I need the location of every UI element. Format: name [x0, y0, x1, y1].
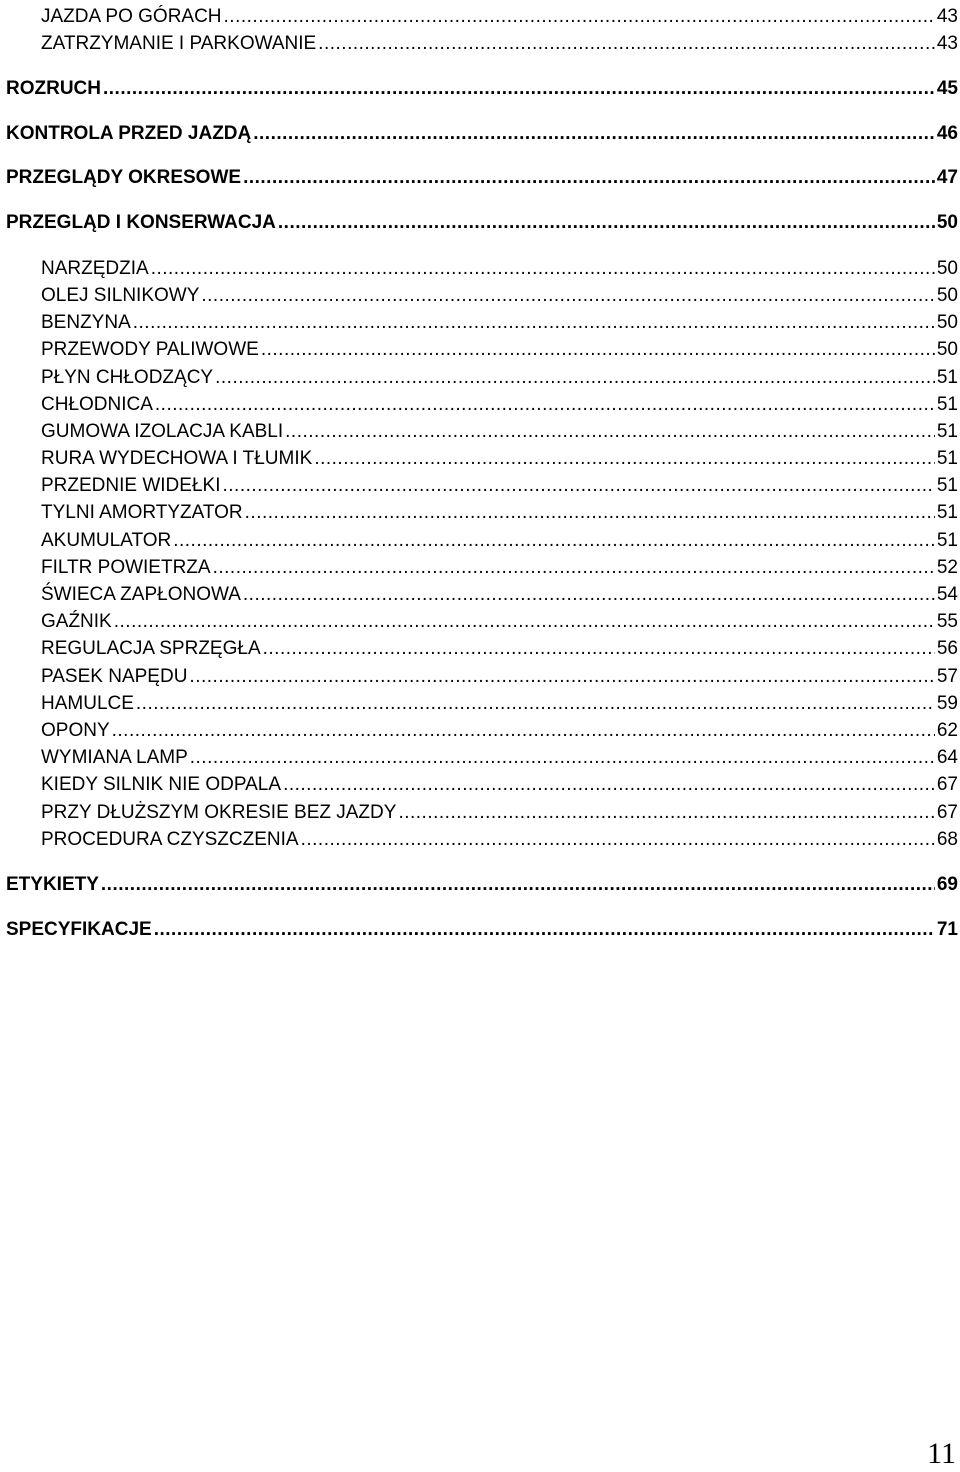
toc-entry-page: 59 — [936, 693, 958, 714]
toc-entry-page: 71 — [936, 919, 958, 940]
toc-entry — [41, 336, 958, 363]
toc-entry-page: 51 — [936, 475, 958, 496]
toc-entry-title: PASEK NAPĘDU — [41, 666, 188, 687]
toc-entry-title: FILTR POWIETRZA — [41, 557, 211, 578]
toc-entry — [41, 690, 958, 717]
toc-entry-title: JAZDA PO GÓRACH — [41, 6, 222, 27]
toc-entry-page: 43 — [936, 33, 958, 54]
toc-entry-page: 68 — [936, 829, 958, 850]
toc-entry — [41, 608, 958, 635]
toc-leader-dots — [114, 608, 935, 635]
toc-entry — [41, 744, 958, 771]
toc-entry-page: 45 — [936, 78, 958, 99]
page-number: 11 — [927, 1437, 956, 1470]
toc-leader-dots — [278, 209, 935, 236]
toc-entry-page: 50 — [936, 258, 958, 279]
toc-entry-title: PRZEDNIE WIDEŁKI — [41, 475, 221, 496]
toc-entry — [6, 916, 958, 943]
toc-leader-dots — [173, 527, 935, 554]
toc-entry-title: ZATRZYMANIE I PARKOWANIE — [41, 33, 317, 54]
toc-leader-dots — [243, 164, 935, 191]
toc-entry-title: KONTROLA PRZED JAZDĄ — [6, 123, 252, 144]
toc-leader-dots — [283, 771, 935, 798]
toc-entry-page: 51 — [936, 530, 958, 551]
toc-entry — [41, 771, 958, 798]
toc-leader-dots — [133, 309, 935, 336]
toc-entry-title: GUMOWA IZOLACJA KABLI — [41, 421, 284, 442]
toc-entry-title: WYMIANA LAMP — [41, 747, 188, 768]
toc-entry-title: KIEDY SILNIK NIE ODPALA — [41, 774, 282, 795]
toc-entry — [41, 717, 958, 744]
toc-leader-dots — [253, 120, 935, 147]
toc-leader-dots — [215, 364, 935, 391]
toc-leader-dots — [136, 690, 935, 717]
toc-entry-title: CHŁODNICA — [41, 394, 153, 415]
toc-entry-page: 62 — [936, 720, 958, 741]
toc-entry-page: 50 — [936, 339, 958, 360]
toc-entry-title: PŁYN CHŁODZĄCY — [41, 367, 214, 388]
toc-entry-title: HAMULCE — [41, 693, 134, 714]
toc-leader-dots — [213, 554, 935, 581]
toc-leader-dots — [224, 3, 935, 30]
toc-entry-page: 51 — [936, 421, 958, 442]
toc-entry-page: 67 — [936, 802, 958, 823]
toc-leader-dots — [112, 717, 935, 744]
toc-leader-dots — [318, 30, 935, 57]
toc-entry-title: PRZEGLĄDY OKRESOWE — [6, 167, 242, 188]
toc-entry — [41, 309, 958, 336]
toc-entry — [41, 3, 958, 30]
toc-entry — [41, 364, 958, 391]
toc-entry-page: 43 — [936, 6, 958, 27]
toc-entry-page: 51 — [936, 502, 958, 523]
toc-leader-dots — [189, 663, 934, 690]
toc-leader-dots — [151, 255, 935, 282]
toc-entry-page: 50 — [936, 285, 958, 306]
toc-entry — [41, 554, 958, 581]
toc-entry-title: REGULACJA SPRZĘGŁA — [41, 638, 261, 659]
toc-entry — [41, 472, 958, 499]
toc-entry-page: 56 — [936, 638, 958, 659]
toc-entry — [6, 164, 958, 191]
toc-leader-dots — [190, 744, 935, 771]
toc-entry — [41, 255, 958, 282]
toc-entry — [41, 30, 958, 57]
toc-leader-dots — [314, 445, 935, 472]
toc-leader-dots — [261, 336, 935, 363]
toc-entry-page: 69 — [936, 874, 958, 895]
toc-entry — [41, 581, 958, 608]
toc-entry-title: PROCEDURA CZYSZCZENIA — [41, 829, 299, 850]
toc-entry-title: OPONY — [41, 720, 110, 741]
toc-entry-title: NARZĘDZIA — [41, 258, 149, 279]
toc-entry-page: 55 — [936, 611, 958, 632]
toc-entry — [41, 527, 958, 554]
toc-leader-dots — [201, 282, 934, 309]
toc-entry-page: 64 — [936, 747, 958, 768]
toc-entry-title: PRZY DŁUŻSZYM OKRESIE BEZ JAZDY — [41, 802, 397, 823]
toc-entry — [41, 663, 958, 690]
toc-entry-title: PRZEGLĄD I KONSERWACJA — [6, 212, 276, 233]
toc-entry-title: ŚWIECA ZAPŁONOWA — [41, 584, 241, 605]
toc-leader-dots — [155, 391, 935, 418]
toc-entry-title: BENZYNA — [41, 312, 131, 333]
toc-leader-dots — [101, 871, 935, 898]
toc-entry-title: ROZRUCH — [6, 78, 101, 99]
toc-entry — [41, 391, 958, 418]
toc-leader-dots — [398, 799, 934, 826]
toc-entry — [6, 871, 958, 898]
toc-leader-dots — [245, 499, 935, 526]
toc-leader-dots — [154, 916, 935, 943]
toc-leader-dots — [263, 635, 935, 662]
toc-entry-title: TYLNI AMORTYZATOR — [41, 502, 243, 523]
toc-entry — [41, 418, 958, 445]
toc-leader-dots — [103, 75, 935, 102]
toc-entry-page: 47 — [936, 167, 958, 188]
toc-entry — [41, 445, 958, 472]
toc-entry — [6, 120, 958, 147]
toc-entry — [41, 635, 958, 662]
toc-entry-page: 50 — [936, 312, 958, 333]
toc-leader-dots — [243, 581, 935, 608]
toc-entry-title: AKUMULATOR — [41, 530, 172, 551]
toc-entry — [41, 282, 958, 309]
toc-entry-page: 46 — [936, 123, 958, 144]
toc-entry — [6, 75, 958, 102]
toc-entry — [41, 499, 958, 526]
toc-entry-page: 67 — [936, 774, 958, 795]
toc-entry — [41, 799, 958, 826]
toc-leader-dots — [285, 418, 935, 445]
toc-entry-page: 51 — [936, 367, 958, 388]
toc-entry-page: 51 — [936, 394, 958, 415]
toc-entry-title: OLEJ SILNIKOWY — [41, 285, 200, 306]
toc-entry-title: RURA WYDECHOWA I TŁUMIK — [41, 448, 313, 469]
toc-leader-dots — [222, 472, 934, 499]
toc-entry-page: 54 — [936, 584, 958, 605]
toc-entry-page: 57 — [936, 666, 958, 687]
toc-entry-title: SPECYFIKACJE — [6, 919, 152, 940]
toc-entry — [6, 209, 958, 236]
toc-entry-title: GAŹNIK — [41, 611, 112, 632]
toc-entry-title: PRZEWODY PALIWOWE — [41, 339, 259, 360]
toc-entry-page: 51 — [936, 448, 958, 469]
toc-entry-title: ETYKIETY — [6, 874, 99, 895]
toc-entry-page: 50 — [936, 212, 958, 233]
toc-leader-dots — [301, 826, 935, 853]
toc-entry-page: 52 — [936, 557, 958, 578]
toc-entry — [41, 826, 958, 853]
